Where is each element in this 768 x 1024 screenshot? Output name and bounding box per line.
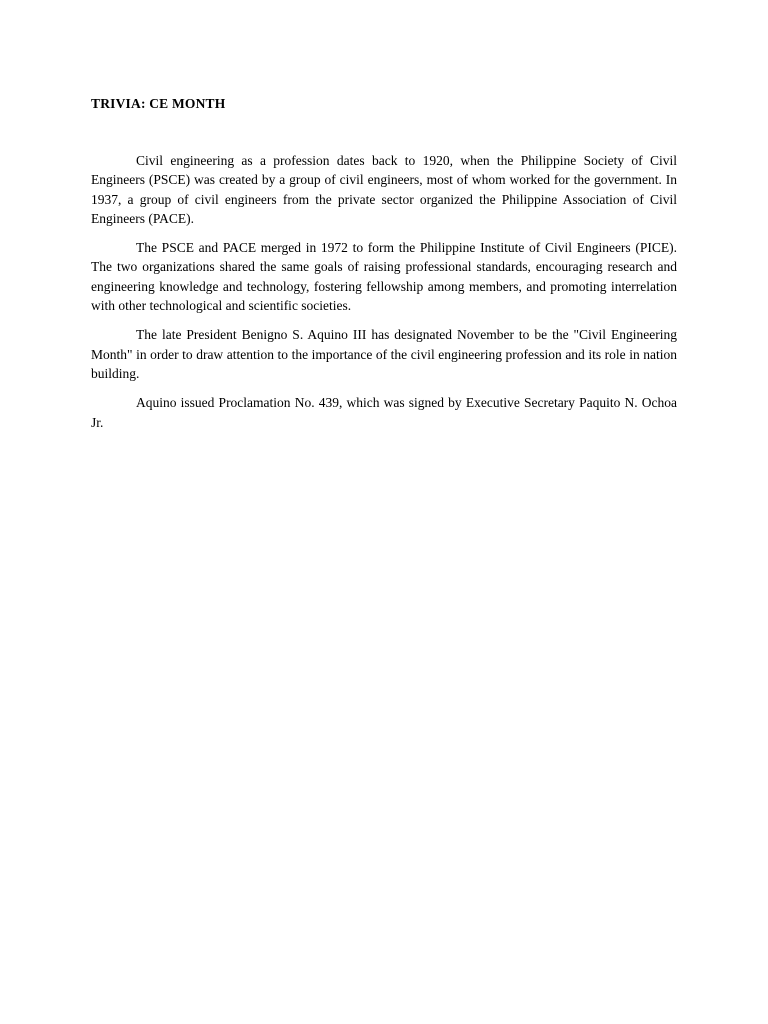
document-body (91, 151, 677, 432)
paragraph-proclamation: Aquino issued Proclamation No. 439, which was signed by Executive Secretary Paquito N. Ochoa Jr. (91, 395, 677, 430)
paragraph-ce-month: The late President Benigno S. Aquino III has designated November to be the "Civil Engineering Month" in order to draw attention to the importance of the civil engineering profession and its role in nation building. (91, 327, 677, 381)
paragraph-pice-merger: The PSCE and PACE merged in 1972 to form the Philippine Institute of Civil Engineers (PICE). The two organizations shared the same goals of raising professional standards, encouraging research and engineering knowledge and technology, fostering fellowship among members, and promoting interrelation with other technological and scientific societies. (91, 240, 677, 314)
document-title: TRIVIA: CE MONTH (91, 96, 226, 111)
paragraph-psce-history: Civil engineering as a profession dates back to 1920, when the Philippine Society of Civil Engineers (PSCE) was created by a group of civil engineers, most of whom worked for the government. In 1937, a group of civil engineers from the private sector organized the Philippine Association of Civil Engineers (PACE). (91, 153, 677, 226)
